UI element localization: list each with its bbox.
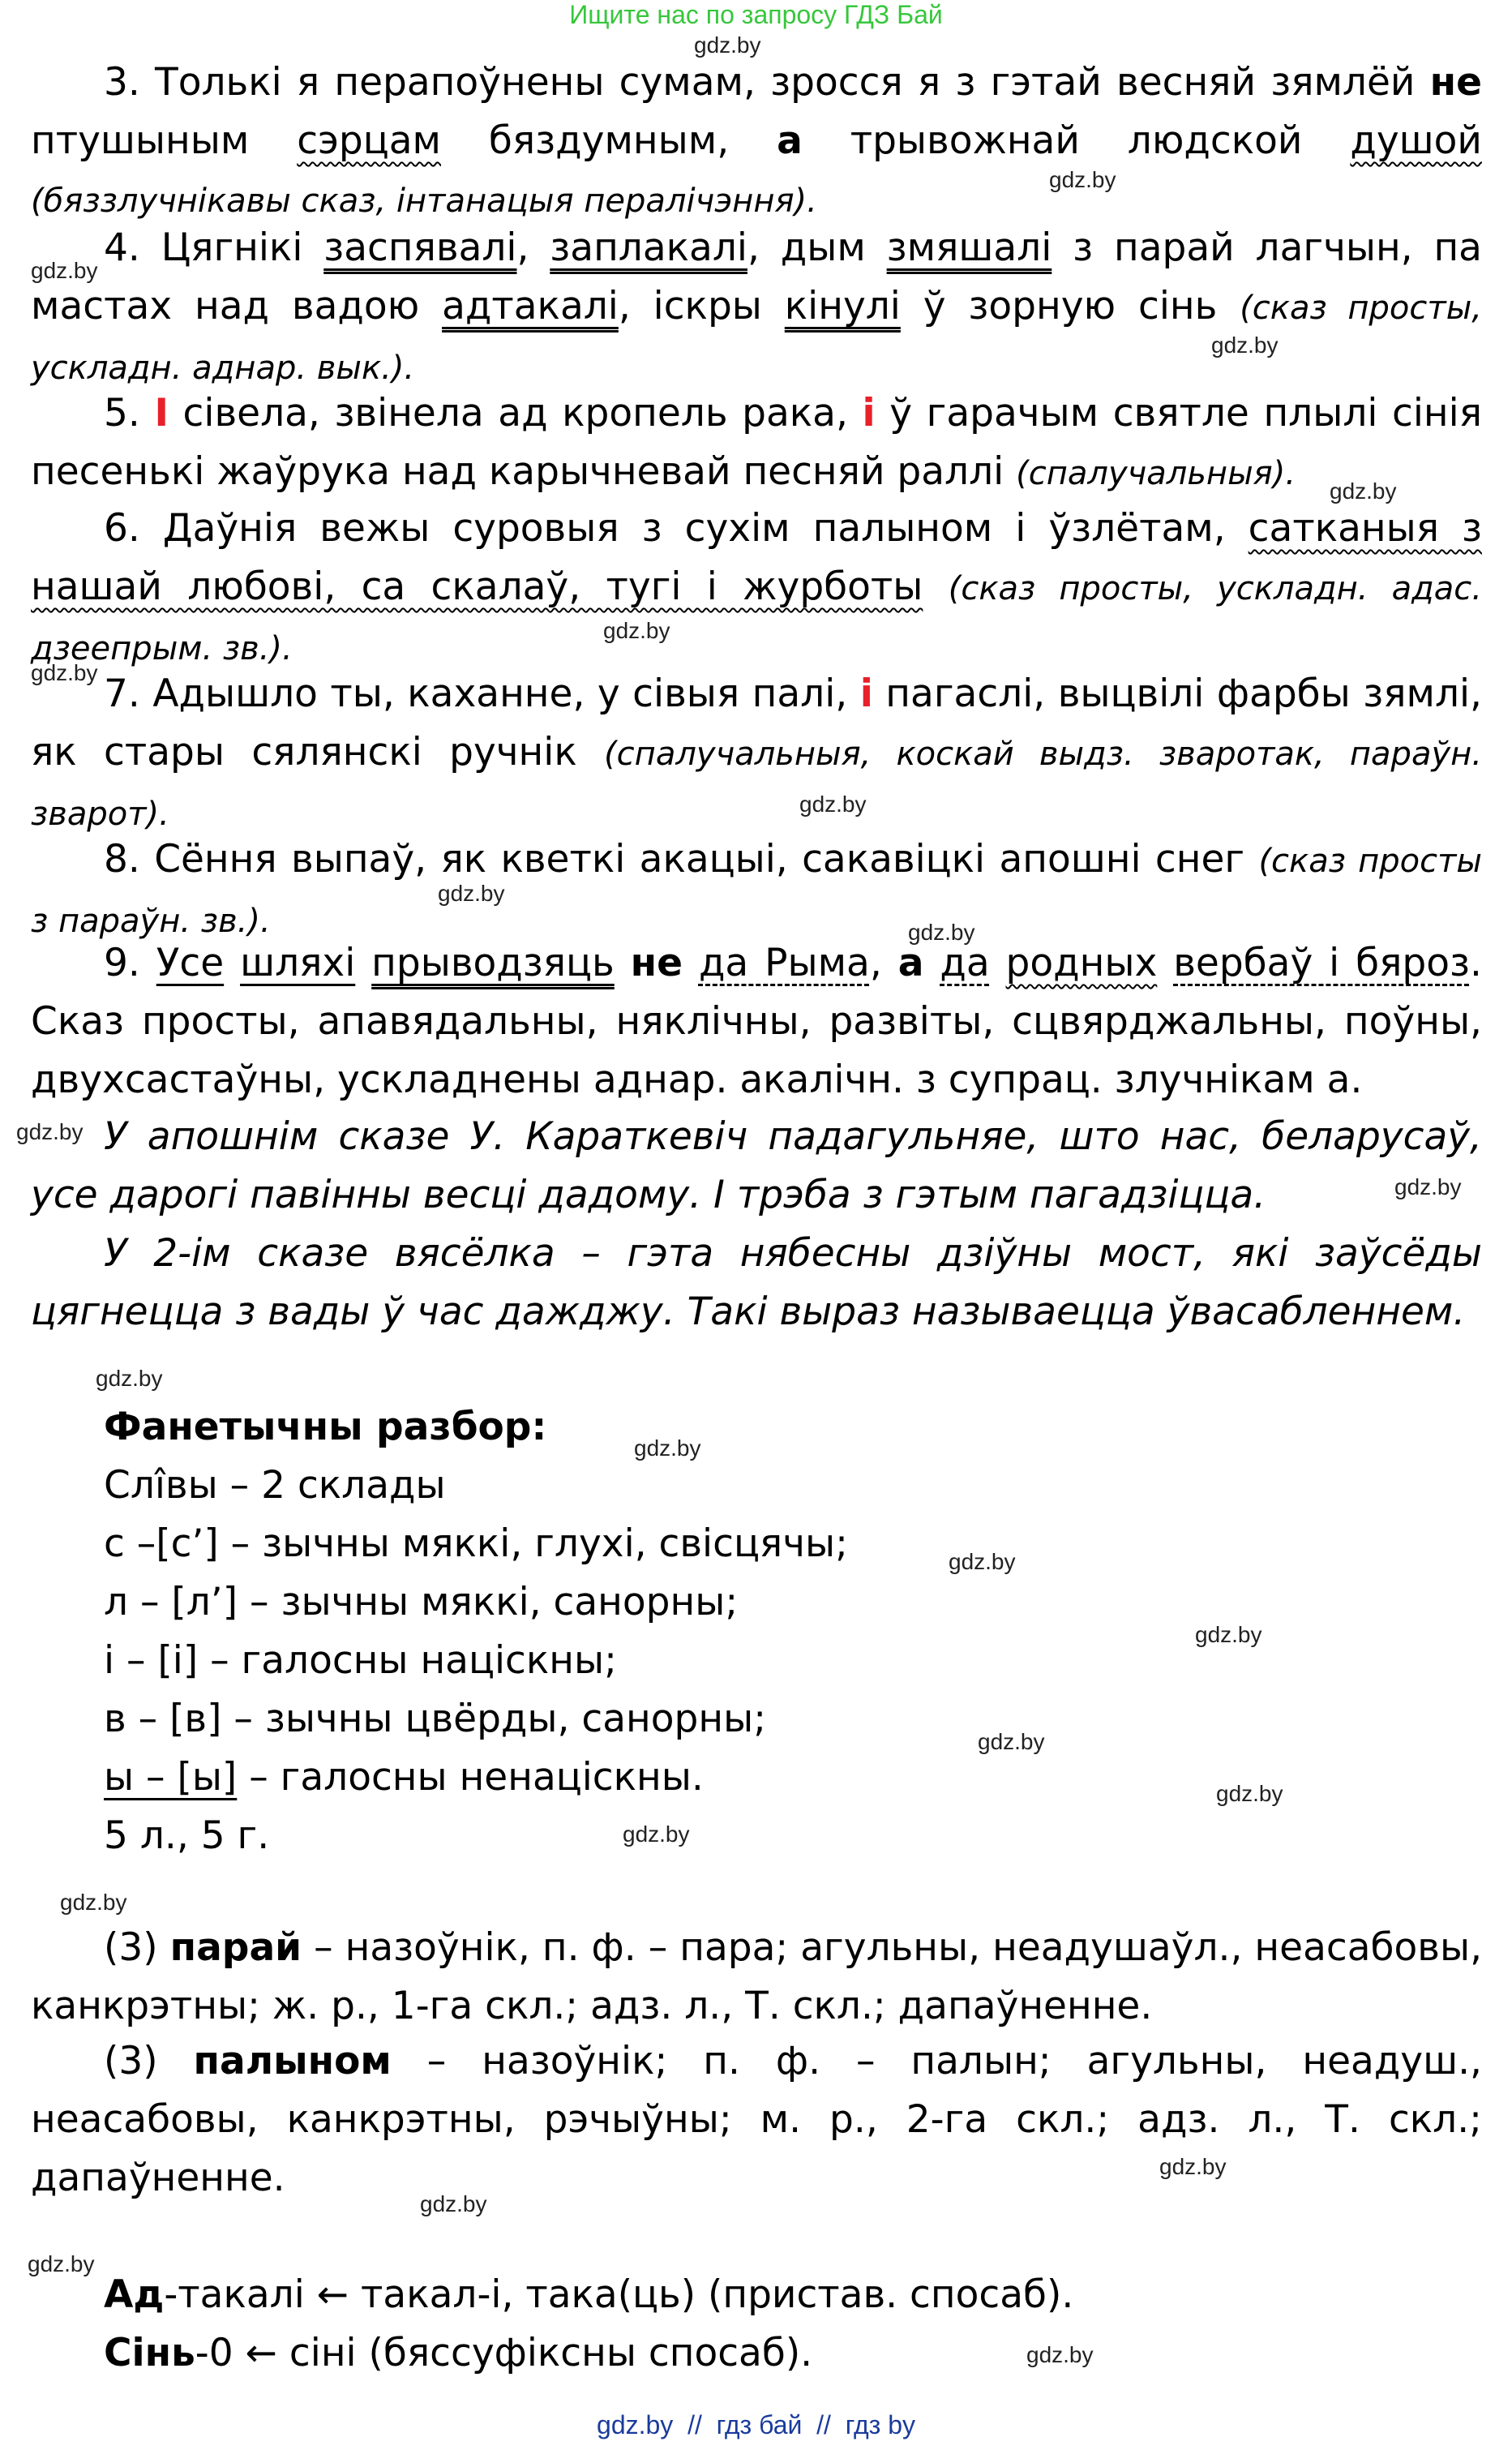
sentence-4: 4. Цягнікі заспявалі, заплакалі, дым змяшалі з парай лагчын, па мастах над вадою адтакалі, іскры кінулі ў зорную сінь (сказ просты, ускладн. аднар. вык.). [31, 225, 1482, 387]
commentary-1: У апошнім сказе У. Караткевіч падагульняе, што нас, беларусаў, усе дарогі павінны весці дадому. І трэба з гэтым пагадзіцца. [31, 1114, 1482, 1217]
watermark: gdz.by [96, 1366, 163, 1391]
footer-links[interactable]: gdz.by // гдз бай // гдз by [597, 2410, 915, 2439]
watermark: gdz.by [623, 1821, 690, 1847]
watermark: gdz.by [1216, 1781, 1283, 1806]
sentence-note: (сказ просты, ускладн. аднар. вык.). [31, 290, 1482, 387]
word-formation-2: Сінь-0 ← сіні (бяссуфіксны спосаб). [104, 2331, 813, 2375]
sentence-3: 3. Толькі я перапоўнены сумам, зросся я з гэтай весняй зямлёй не птушыным сэрцам бяздумным, а трывожнай людской душой (бяззлучнікавы сказ, інтанацыя пералічэння). [31, 60, 1482, 220]
sentence-7: 7. Адышло ты, каханне, у сівыя палі, і пагаслі, выцвілі фарбы зямлі, як стары сялянскі ручнік (спалучальныя, коскай выдз. зваротак, параўн. зварот). [31, 671, 1482, 833]
sentence-6: 6. Даўнія вежы суровыя з сухім палыном і ўзлётам, сатканыя з нашай любові, са скалаў, тугі і журботы (сказ просты, ускладн. адас. дзеепрым. зв.). [31, 506, 1482, 667]
watermark: gdz.by [799, 792, 867, 817]
sentence-note: (спалучальныя, коскай выдз. зваротак, параўн. зварот). [31, 736, 1482, 833]
watermark: gdz.by [949, 1549, 1016, 1574]
sentence-5: 5. І сівела, звінела ад кропель рака, і ў гарачым святле плылі сінія песенькі жаўрука над карычневай песняй раллі (спалучальныя). [31, 391, 1482, 494]
phonetic-line: ы – [ы] – галосны ненаціскны. [104, 1755, 704, 1800]
morph-parai: (3) парай – назоўнік, п. ф. – пара; агульны, неадушаўл., неасабовы, канкрэтны; ж. р., 1-га скл.; адз. л., Т. скл.; дапаўненне. [31, 1925, 1483, 2028]
watermark: gdz.by [634, 1435, 701, 1461]
phonetic-line: Слі̂вы – 2 склады [104, 1463, 446, 1508]
watermark: gdz.by [60, 1890, 127, 1915]
watermark: gdz.by [438, 881, 505, 906]
watermark: gdz.by [1049, 167, 1116, 192]
watermark: gdz.by [420, 2191, 487, 2216]
sentence-note: (сказ просты, ускладн. адас. дзеепрым. зв.). [31, 570, 1482, 667]
phonetic-line: с –[с’] – зычны мяккі, глухі, свісцячы; [104, 1521, 848, 1566]
commentary-2: У 2-ім сказе вясёлка – гэта нябесны дзіўны мост, які заўсёды цягнецца з вады ў час дажджу. Такі выраз называецца ўвасабленнем. [31, 1231, 1482, 1334]
watermark: gdz.by [1159, 2154, 1227, 2179]
sentence-note: (спалучальныя). [1016, 455, 1296, 492]
watermark: gdz.by [1026, 2342, 1094, 2367]
watermark: gdz.by [28, 2251, 95, 2276]
watermark: gdz.by [1211, 333, 1279, 358]
watermark: gdz.by [31, 660, 98, 685]
sentence-note: (бяззлучнікавы сказ, інтанацыя пералічэння). [31, 182, 817, 220]
morph-palynom: (3) палыном – назоўнік; п. ф. – палын; агульны, неадуш., неасабовы, канкрэтны, рэчыўны; м. р., 2-га скл.; адз. л., Т. скл.; дапаўненне. [31, 2039, 1482, 2200]
sentence-9: 9. Усе шляхі прыводзяць не да Рыма, а да родных вербаў і бяроз. Сказ просты, апавядальны, няклічны, развіты, сцвярджальны, поўны, двухсастаўны, ускладнены аднар. акалічн. з супрац. злучнікам а. [31, 941, 1482, 1102]
sentence-8: 8. Сёння выпаў, як кветкі акацыі, сакавіцкі апошні снег (сказ просты з параўн. зв.). [31, 837, 1482, 940]
watermark: gdz.by [908, 920, 975, 945]
phonetic-line: л – [л’] – зычны мяккі, санорны; [104, 1580, 739, 1624]
sentence-note: (сказ просты з параўн. зв.). [31, 843, 1482, 940]
phonetic-line: в – [в] – зычны цвёрды, санорны; [104, 1697, 767, 1741]
watermark: gdz.by [31, 258, 98, 283]
phonetic-title: Фанетычны разбор: [104, 1405, 547, 1449]
watermark: gdz.by [603, 618, 670, 643]
phonetic-line: і – [і] – галосны націскны; [104, 1638, 617, 1683]
phonetic-line: 5 л., 5 г. [104, 1813, 270, 1858]
top-banner[interactable]: Ищите нас по запросу ГДЗ Бай [569, 0, 943, 29]
word-formation-1: Ад-такалі ← такал-і, така(ць) (пристав. спосаб). [104, 2272, 1074, 2317]
watermark: gdz.by [1195, 1622, 1262, 1647]
watermark: gdz.by [1330, 478, 1397, 504]
watermark: gdz.by [694, 32, 761, 58]
watermark: gdz.by [978, 1729, 1045, 1754]
watermark: gdz.by [16, 1119, 84, 1144]
watermark: gdz.by [1394, 1174, 1462, 1199]
